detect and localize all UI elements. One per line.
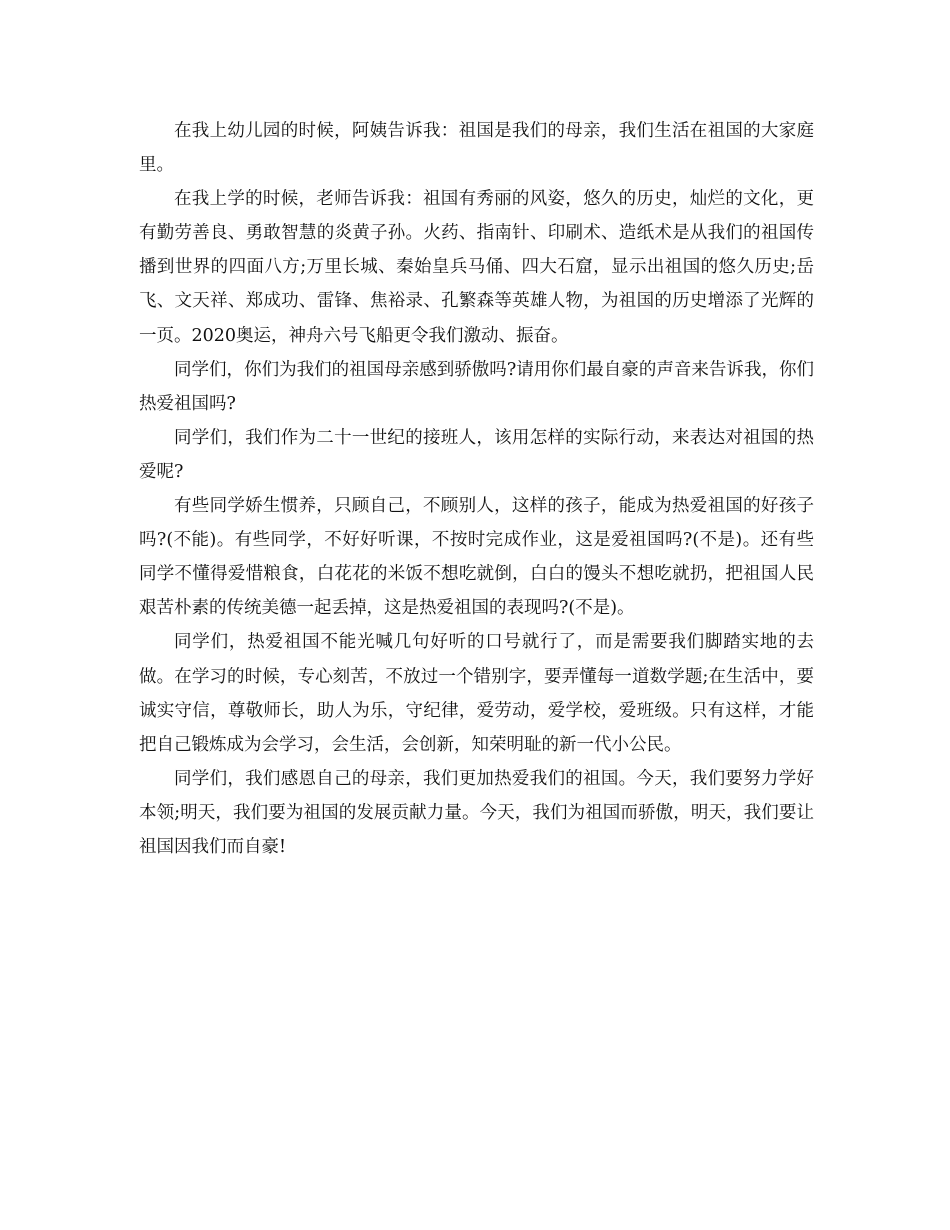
paragraph-7: 同学们，我们感恩自己的母亲，我们更加热爱我们的祖国。今天，我们要努力学好本领;明天，我们要为祖国的发展贡献力量。今天，我们为祖国而骄傲，明天，我们要让祖国因我们而自豪! <box>139 768 814 857</box>
document-body <box>139 114 814 864</box>
paragraph-1: 在我上幼儿园的时候，阿姨告诉我：祖国是我们的母亲，我们生活在祖国的大家庭里。 <box>139 121 814 176</box>
paragraph-2: 在我上学的时候，老师告诉我：祖国有秀丽的风姿，悠久的历史，灿烂的文化，更有勤劳善良、勇敢智慧的炎黄子孙。火药、指南针、印刷术、造纸术是从我们的祖国传播到世界的四面八方;万里长城、秦始皇兵马俑、四大石窟，显示出祖国的悠久历史;岳飞、文天祥、郑成功、雷锋、焦裕录、孔繁森等英雄人物，为祖国的历史增添了光辉的一页。2020奥运，神舟六号飞船更令我们激动、振奋。 <box>139 189 814 346</box>
paragraph-5: 有些同学娇生惯养，只顾自己，不顾别人，这样的孩子，能成为热爱祖国的好孩子吗?(不能)。有些同学，不好好听课，不按时完成作业，这是爱祖国吗?(不是)。还有些同学不懂得爱惜粮食，白花花的米饭不想吃就倒，白白的馒头不想吃就扔，把祖国人民艰苦朴素的传统美德一起丢掉，这是热爱祖国的表现吗?(不是)。 <box>139 496 814 619</box>
paragraph-6: 同学们，热爱祖国不能光喊几句好听的口号就行了，而是需要我们脚踏实地的去做。在学习的时候，专心刻苦，不放过一个错别字，要弄懂每一道数学题;在生活中，要诚实守信，尊敬师长，助人为乐，守纪律，爱劳动，爱学校，爱班级。只有这样，才能把自己锻炼成为会学习，会生活，会创新，知荣明耻的新一代小公民。 <box>139 632 814 755</box>
paragraph-3: 同学们，你们为我们的祖国母亲感到骄傲吗?请用你们最自豪的声音来告诉我，你们热爱祖国吗? <box>139 359 814 414</box>
paragraph-4: 同学们，我们作为二十一世纪的接班人，该用怎样的实际行动，来表达对祖国的热爱呢? <box>139 427 814 482</box>
